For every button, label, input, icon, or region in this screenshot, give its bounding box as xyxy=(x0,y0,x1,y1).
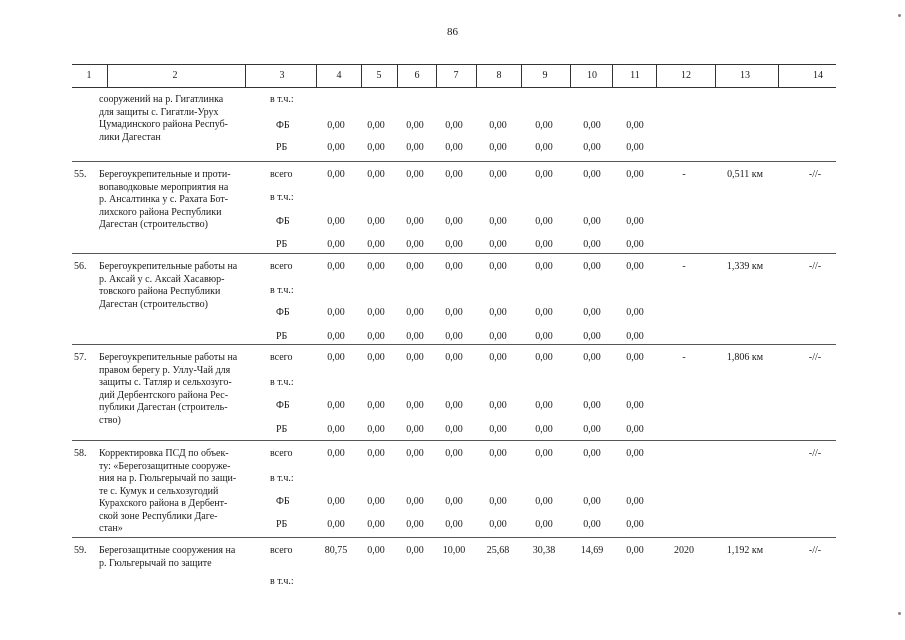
header-divider xyxy=(612,65,613,87)
funding-value: 0,00 xyxy=(367,261,385,272)
funding-source-label: в т.ч.: xyxy=(270,576,294,587)
ditto-mark: -//- xyxy=(808,261,822,272)
funding-source-label: в т.ч.: xyxy=(270,94,294,105)
funding-value: 0,00 xyxy=(626,519,644,530)
column-header: 11 xyxy=(630,70,640,81)
row-number: 55. xyxy=(74,169,87,180)
funding-source-label: РБ xyxy=(276,142,288,153)
row-number: 58. xyxy=(74,448,87,459)
funding-value: 0,00 xyxy=(626,496,644,507)
funding-value: 0,00 xyxy=(406,424,424,435)
header-divider xyxy=(361,65,362,87)
funding-value: 0,00 xyxy=(445,519,463,530)
object-name-line: Берегозащитные сооружения на xyxy=(99,545,236,556)
object-name-line: те с. Кумук и сельхозугодий xyxy=(99,485,219,497)
funding-value: 0,00 xyxy=(489,307,507,318)
column-header: 7 xyxy=(453,70,459,81)
funding-value: 0,00 xyxy=(489,448,507,459)
header-divider xyxy=(107,65,108,87)
funding-subrow xyxy=(0,424,905,437)
funding-subrow xyxy=(0,285,905,298)
funding-value: 0,00 xyxy=(445,424,463,435)
row-separator xyxy=(72,440,836,441)
funding-subrow xyxy=(0,576,905,589)
funding-value: 0,00 xyxy=(583,331,601,342)
ditto-mark: -//- xyxy=(808,169,822,180)
funding-value: 0,00 xyxy=(535,142,553,153)
column-header: 14 xyxy=(813,70,823,81)
funding-value: 0,00 xyxy=(489,216,507,227)
funding-value: 0,00 xyxy=(327,352,345,363)
funding-source-label: РБ xyxy=(276,424,288,435)
funding-subrow xyxy=(0,94,905,107)
table-header xyxy=(72,64,836,88)
completion-year: - xyxy=(682,352,686,363)
funding-source-label: в т.ч.: xyxy=(270,192,294,203)
object-name-line: защиты с. Татляр и сельхозуго- xyxy=(99,377,232,388)
funding-value: 0,00 xyxy=(583,239,601,250)
funding-value: 0,00 xyxy=(367,331,385,342)
funding-value: 0,00 xyxy=(367,545,385,556)
funding-value: 0,00 xyxy=(489,519,507,530)
object-name-line: р. Ансалтинка у с. Рахата Бот- xyxy=(99,194,229,205)
funding-value: 0,00 xyxy=(445,307,463,318)
funding-value: 0,00 xyxy=(367,424,385,435)
column-header: 1 xyxy=(86,70,92,81)
column-header: 9 xyxy=(542,70,548,81)
funding-value: 0,00 xyxy=(583,496,601,507)
object-name-line: Курахского района в Дербент- xyxy=(99,498,228,509)
funding-value: 0,00 xyxy=(626,239,644,250)
funding-value: 0,00 xyxy=(367,496,385,507)
funding-value: 0,00 xyxy=(367,120,385,131)
funding-value: 0,00 xyxy=(367,400,385,411)
object-name-line: стан» xyxy=(99,523,123,534)
object-name-line: вопаводковые мероприятия на xyxy=(99,181,229,193)
funding-value: 0,00 xyxy=(583,120,601,131)
funding-value: 0,00 xyxy=(583,169,601,180)
funding-value: 0,00 xyxy=(535,519,553,530)
funding-value: 0,00 xyxy=(626,120,644,131)
object-name-line: публики Дагестан (строитель- xyxy=(99,402,228,413)
funding-value: 0,00 xyxy=(445,352,463,363)
funding-value: 0,00 xyxy=(367,307,385,318)
header-divider xyxy=(397,65,398,87)
object-name-line: сооружений на р. Гигатлинка xyxy=(99,94,224,105)
funding-value: 0,00 xyxy=(626,142,644,153)
funding-value: 0,00 xyxy=(445,448,463,459)
object-name-line: ту: «Берегозащитные сооруже- xyxy=(99,460,231,472)
row-number: 57. xyxy=(74,352,87,363)
scan-mark xyxy=(898,14,901,17)
funding-source-label: всего xyxy=(270,448,293,459)
row-separator xyxy=(72,537,836,538)
funding-subrow xyxy=(0,216,905,229)
funding-value: 0,00 xyxy=(535,307,553,318)
funding-value: 0,00 xyxy=(583,216,601,227)
funding-value: 0,00 xyxy=(406,331,424,342)
funding-value: 0,00 xyxy=(626,216,644,227)
object-name-line: лики Дагестан xyxy=(99,131,161,143)
funding-value: 0,00 xyxy=(327,331,345,342)
object-name-line: ния на р. Гюльгерычай по защи- xyxy=(99,473,237,484)
object-name-line: Дагестан (строительство) xyxy=(99,298,208,310)
column-header: 2 xyxy=(172,70,178,81)
funding-value: 0,00 xyxy=(489,496,507,507)
column-header: 8 xyxy=(496,70,502,81)
funding-subrow xyxy=(0,377,905,390)
funding-source-label: РБ xyxy=(276,519,288,530)
column-header: 5 xyxy=(376,70,382,81)
funding-value: 0,00 xyxy=(406,216,424,227)
funding-value: 0,00 xyxy=(583,519,601,530)
header-divider xyxy=(778,65,779,87)
funding-value: 0,00 xyxy=(406,239,424,250)
funding-value: 0,00 xyxy=(367,448,385,459)
funding-subrow xyxy=(0,169,905,182)
object-name-line: товского района Республики xyxy=(99,286,221,297)
column-header: 13 xyxy=(740,70,750,81)
column-header: 12 xyxy=(681,70,691,81)
funding-subrow xyxy=(0,307,905,320)
column-header: 10 xyxy=(587,70,597,81)
funding-value: 0,00 xyxy=(626,424,644,435)
funding-value: 0,00 xyxy=(626,352,644,363)
funding-value: 0,00 xyxy=(327,400,345,411)
object-name-line: правом берегу р. Уллу-Чай для xyxy=(99,364,231,376)
funding-value: 0,00 xyxy=(406,352,424,363)
object-name-line: дий Дербентского района Рес- xyxy=(99,389,229,401)
funding-value: 0,00 xyxy=(327,120,345,131)
funding-value: 0,00 xyxy=(489,261,507,272)
funding-subrow xyxy=(0,192,905,205)
funding-value: 0,00 xyxy=(535,169,553,180)
funding-value: 14,69 xyxy=(580,545,604,556)
column-header: 6 xyxy=(414,70,420,81)
funding-value: 0,00 xyxy=(626,448,644,459)
funding-value: 0,00 xyxy=(406,448,424,459)
funding-subrow xyxy=(0,261,905,274)
funding-value: 25,68 xyxy=(486,545,510,556)
funding-value: 0,00 xyxy=(535,216,553,227)
funding-value: 0,00 xyxy=(535,448,553,459)
funding-subrow xyxy=(0,400,905,413)
length-value: 1,192 км xyxy=(726,545,764,556)
funding-value: 0,00 xyxy=(445,261,463,272)
object-name-line: Берегоукрепительные и проти- xyxy=(99,169,231,180)
funding-source-label: ФБ xyxy=(276,307,290,318)
funding-value: 0,00 xyxy=(626,261,644,272)
funding-value: 0,00 xyxy=(489,169,507,180)
funding-value: 0,00 xyxy=(327,307,345,318)
funding-subrow xyxy=(0,331,905,344)
funding-value: 0,00 xyxy=(489,331,507,342)
row-separator xyxy=(72,161,836,162)
length-value: 1,339 км xyxy=(726,261,764,272)
funding-value: 0,00 xyxy=(489,400,507,411)
funding-value: 0,00 xyxy=(406,545,424,556)
funding-value: 0,00 xyxy=(445,400,463,411)
funding-value: 0,00 xyxy=(406,496,424,507)
funding-value: 30,38 xyxy=(532,545,556,556)
funding-value: 0,00 xyxy=(583,261,601,272)
funding-value: 0,00 xyxy=(535,239,553,250)
funding-value: 0,00 xyxy=(535,496,553,507)
funding-value: 0,00 xyxy=(535,352,553,363)
funding-value: 0,00 xyxy=(535,261,553,272)
funding-subrow xyxy=(0,142,905,155)
funding-value: 0,00 xyxy=(406,142,424,153)
funding-value: 0,00 xyxy=(367,239,385,250)
object-name-line: Цумадинского района Респуб- xyxy=(99,119,228,130)
funding-value: 0,00 xyxy=(626,331,644,342)
funding-value: 0,00 xyxy=(406,120,424,131)
header-divider xyxy=(570,65,571,87)
funding-value: 80,75 xyxy=(324,545,348,556)
object-name-line: ство) xyxy=(99,414,121,426)
funding-value: 10,00 xyxy=(442,545,466,556)
funding-value: 0,00 xyxy=(367,519,385,530)
header-divider xyxy=(245,65,246,87)
object-name-line: лихского района Республики xyxy=(99,206,222,218)
ditto-mark: -//- xyxy=(808,352,822,363)
object-name-line: р. Аксай у с. Аксай Хасавюр- xyxy=(99,273,225,285)
funding-value: 0,00 xyxy=(445,496,463,507)
funding-source-label: в т.ч.: xyxy=(270,377,294,388)
funding-subrow xyxy=(0,473,905,486)
column-header: 4 xyxy=(336,70,342,81)
funding-value: 0,00 xyxy=(367,216,385,227)
funding-value: 0,00 xyxy=(445,239,463,250)
funding-source-label: всего xyxy=(270,352,293,363)
funding-value: 0,00 xyxy=(327,519,345,530)
funding-value: 0,00 xyxy=(489,352,507,363)
funding-value: 0,00 xyxy=(327,142,345,153)
length-value: 1,806 км xyxy=(726,352,764,363)
row-number: 56. xyxy=(74,261,87,272)
funding-source-label: РБ xyxy=(276,239,288,250)
funding-value: 0,00 xyxy=(583,424,601,435)
funding-source-label: ФБ xyxy=(276,496,290,507)
header-divider xyxy=(316,65,317,87)
funding-value: 0,00 xyxy=(445,142,463,153)
funding-source-label: всего xyxy=(270,545,293,556)
completion-year: - xyxy=(682,169,686,180)
funding-value: 0,00 xyxy=(489,239,507,250)
funding-value: 0,00 xyxy=(535,331,553,342)
funding-value: 0,00 xyxy=(406,169,424,180)
funding-value: 0,00 xyxy=(406,519,424,530)
object-name-line: Корректировка ПСД по объек- xyxy=(99,448,229,459)
object-name-line: р. Гюльгерычай по защите xyxy=(99,557,212,569)
ditto-mark: -//- xyxy=(808,545,822,556)
funding-value: 0,00 xyxy=(445,120,463,131)
header-divider xyxy=(436,65,437,87)
funding-source-label: в т.ч.: xyxy=(270,285,294,296)
object-name-line: Берегоукрепительные работы на xyxy=(99,261,238,272)
row-separator xyxy=(72,253,836,254)
funding-value: 0,00 xyxy=(327,239,345,250)
funding-value: 0,00 xyxy=(445,169,463,180)
funding-value: 0,00 xyxy=(583,448,601,459)
funding-value: 0,00 xyxy=(489,120,507,131)
funding-value: 0,00 xyxy=(626,400,644,411)
funding-source-label: ФБ xyxy=(276,120,290,131)
row-number: 59. xyxy=(74,545,87,556)
funding-value: 0,00 xyxy=(406,400,424,411)
length-value: 0,511 км xyxy=(727,169,763,180)
funding-value: 0,00 xyxy=(327,424,345,435)
funding-subrow xyxy=(0,352,905,365)
column-header: 3 xyxy=(279,70,285,81)
completion-year: - xyxy=(682,261,686,272)
ditto-mark: -//- xyxy=(808,448,822,459)
funding-value: 0,00 xyxy=(626,545,644,556)
funding-value: 0,00 xyxy=(626,169,644,180)
completion-year: 2020 xyxy=(674,545,694,556)
funding-value: 0,00 xyxy=(583,307,601,318)
funding-value: 0,00 xyxy=(327,496,345,507)
header-divider xyxy=(656,65,657,87)
funding-subrow xyxy=(0,545,905,558)
object-name-line: для защиты с. Гигатли-Урух xyxy=(99,106,219,118)
funding-value: 0,00 xyxy=(327,169,345,180)
funding-value: 0,00 xyxy=(535,400,553,411)
funding-value: 0,00 xyxy=(406,307,424,318)
funding-value: 0,00 xyxy=(367,169,385,180)
funding-value: 0,00 xyxy=(583,352,601,363)
funding-value: 0,00 xyxy=(445,331,463,342)
funding-value: 0,00 xyxy=(626,307,644,318)
funding-subrow xyxy=(0,519,905,532)
funding-value: 0,00 xyxy=(489,142,507,153)
funding-value: 0,00 xyxy=(583,142,601,153)
header-divider xyxy=(715,65,716,87)
funding-value: 0,00 xyxy=(489,424,507,435)
header-divider xyxy=(476,65,477,87)
funding-source-label: всего xyxy=(270,169,293,180)
page-number: 86 xyxy=(447,26,458,38)
funding-value: 0,00 xyxy=(327,216,345,227)
funding-value: 0,00 xyxy=(445,216,463,227)
funding-source-label: ФБ xyxy=(276,400,290,411)
funding-subrow xyxy=(0,120,905,133)
funding-source-label: в т.ч.: xyxy=(270,473,294,484)
funding-value: 0,00 xyxy=(327,261,345,272)
funding-value: 0,00 xyxy=(327,448,345,459)
funding-value: 0,00 xyxy=(406,261,424,272)
funding-subrow xyxy=(0,496,905,509)
funding-value: 0,00 xyxy=(583,400,601,411)
object-name-line: Берегоукрепительные работы на xyxy=(99,352,238,363)
funding-source-label: РБ xyxy=(276,331,288,342)
funding-subrow xyxy=(0,239,905,252)
funding-source-label: всего xyxy=(270,261,293,272)
funding-subrow xyxy=(0,448,905,461)
funding-value: 0,00 xyxy=(367,142,385,153)
funding-value: 0,00 xyxy=(535,424,553,435)
object-name-line: Дагестан (строительство) xyxy=(99,219,208,230)
row-separator xyxy=(72,344,836,345)
funding-source-label: ФБ xyxy=(276,216,290,227)
object-name-line: ской зоне Республики Даге- xyxy=(99,510,218,522)
scan-mark xyxy=(898,612,901,615)
header-divider xyxy=(521,65,522,87)
funding-value: 0,00 xyxy=(367,352,385,363)
funding-value: 0,00 xyxy=(535,120,553,131)
